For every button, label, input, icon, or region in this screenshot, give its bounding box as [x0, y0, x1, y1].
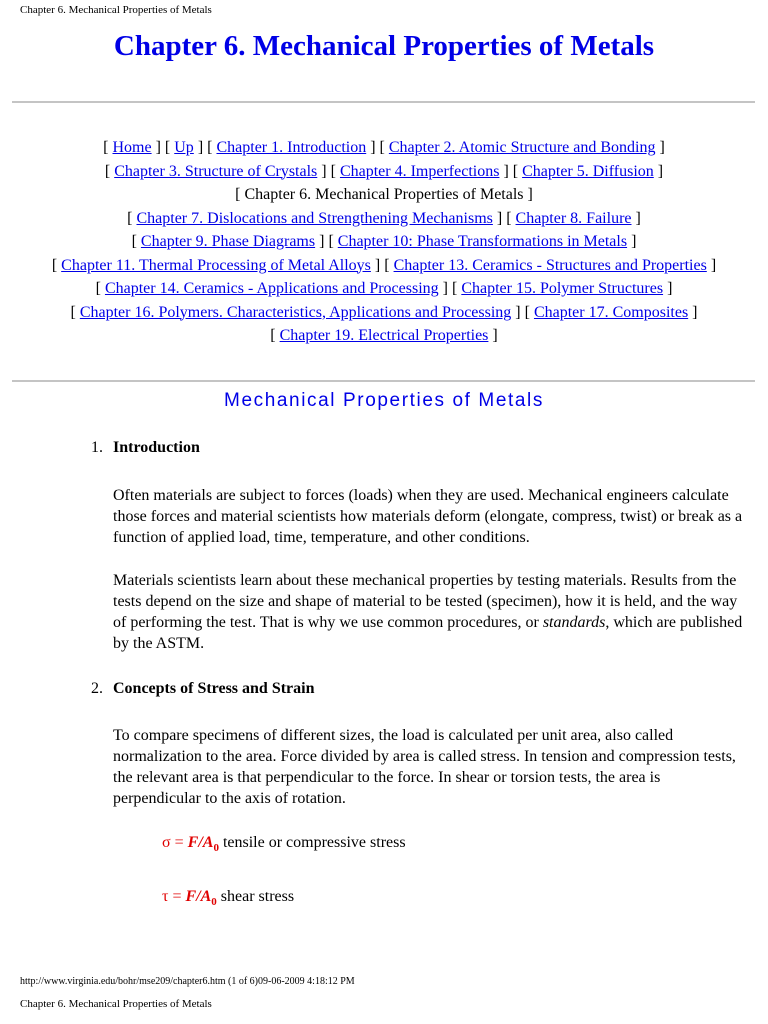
nav-link-chapter-15[interactable]: Chapter 15. Polymer Structures [461, 280, 664, 297]
formula-description: shear stress [216, 888, 295, 905]
top-divider [12, 101, 755, 103]
formula-expression [187, 834, 219, 855]
formula-subscript: 0 [213, 842, 219, 855]
nav-link-chapter-17[interactable]: Chapter 17. Composites [533, 303, 689, 321]
formula-fa: F/A [187, 834, 214, 851]
tau-symbol: τ [162, 888, 169, 905]
item-title: Concepts of Stress and Strain [113, 680, 315, 697]
nav-link-chapter-7[interactable]: Chapter 7. Dislocations and Strengthening Mechanisms [136, 209, 493, 227]
chapter-navigation: [ Home ] [ Up ] [ Chapter 1. Introduction ] [ Chapter 2. Atomic Structure and Bonding ] [ Chapter 3. Structure of Crystals ] [ Chapter 4. Imperfections ] [ Chapter 5. Diffusion ] [ Chapter 6. Mechanical Properties of Metals ] [ Chapter 7. Dislocations and Strengthening Mechanisms ] [ Chapter 8. Failure ] [ Chapter 9. Phase Diagrams ] [ Chapter 10: Phase Transformations in Metals ] [ Chapter 11. Thermal Processing of Metal Alloys ] [ Chapter 13. Ceramics - Structures and Properties ] [ Chapter 14. Ceramics - Applications and Processing ] [ Chapter 15. Polymer Structures ] [ Chapter 16. Polymers. Characteristics, Applications and Processing ] [ Chapter 17. Composites ] [ Chapter 19. Electrical Properties ] [51, 139, 717, 344]
print-header-title: Chapter 6. Mechanical Properties of Metals [20, 4, 212, 16]
intro-paragraph-2-text-b: , which are published by the ASTM. [113, 614, 743, 652]
page-title: Chapter 6. Mechanical Properties of Metals [113, 30, 655, 62]
intro-paragraph-1: Often materials are subject to forces (loads) when they are used. Mechanical engineers calculate those forces and material scientists how materials deform (elongate, compress, twist) or break as a function of applied load, time, temperature, and other conditions. [113, 487, 743, 546]
sigma-symbol: σ [162, 834, 171, 851]
equals-sign: = [168, 888, 186, 905]
intro-paragraph-2 [113, 570, 743, 654]
stress-paragraph-1: To compare specimens of different sizes, the load is calculated per unit area, also called normalization to the area. Force divided by area is called stress. In tension and compression tests, the relevant area is that perpendicular to the force. In shear or torsion tests, the area is perpendicular to the axis of rotation. [113, 727, 736, 807]
list-item-introduction [91, 439, 200, 457]
nav-link-chapter-10[interactable]: Chapter 10: Phase Transformations in Metals [337, 233, 628, 250]
formula-expression [185, 888, 217, 909]
nav-link-chapter-16[interactable]: Chapter 16. Polymers. Characteristics, Applications and Processing [79, 303, 512, 321]
item-title: Introduction [113, 439, 200, 456]
nav-link-chapter-5[interactable]: Chapter 5. Diffusion [522, 162, 654, 180]
nav-link-chapter-2[interactable]: Chapter 2. Atomic Structure and Bonding [388, 139, 656, 156]
section-heading: Mechanical Properties of Metals [224, 390, 544, 411]
nav-link-chapter-14[interactable]: Chapter 14. Ceramics - Applications and Processing [104, 280, 439, 297]
nav-link-up[interactable]: Up [174, 139, 194, 156]
section-divider [12, 380, 755, 382]
list-number: 1. [91, 439, 103, 456]
standards-emphasis: standards [542, 614, 606, 631]
nav-link-chapter-13[interactable]: Chapter 13. Ceramics - Structures and Properties [393, 256, 707, 274]
formula-shear-stress [162, 888, 294, 908]
nav-link-chapter-4[interactable]: Chapter 4. Imperfections [339, 162, 500, 180]
print-footer-url: http://www.virginia.edu/bohr/mse209/chapter6.htm (1 of 6)09-06-2009 4:18:12 PM [20, 976, 355, 987]
list-number: 2. [91, 680, 103, 697]
nav-link-chapter-3[interactable]: Chapter 3. Structure of Crystals [114, 162, 318, 180]
nav-link-chapter-9[interactable]: Chapter 9. Phase Diagrams [140, 233, 316, 250]
formula-description: tensile or compressive stress [218, 834, 406, 851]
nav-link-home[interactable]: Home [112, 139, 152, 156]
nav-current-chapter-6: Chapter 6. Mechanical Properties of Metals [244, 186, 524, 203]
intro-paragraph-2-text-a: Materials scientists learn about these mechanical properties by testing materials. Results from the tests depend on the size and shape of material to be tested (specimen), how it is held, and the way of performing the test. That is why we use common procedures, or [113, 572, 738, 631]
nav-link-chapter-1[interactable]: Chapter 1. Introduction [216, 139, 367, 156]
nav-link-chapter-11[interactable]: Chapter 11. Thermal Processing of Metal Alloys [61, 256, 371, 274]
formula-tensile-stress [162, 834, 406, 854]
nav-link-chapter-8[interactable]: Chapter 8. Failure [515, 209, 632, 227]
nav-link-chapter-19[interactable]: Chapter 19. Electrical Properties [279, 327, 489, 344]
list-item-stress-strain [91, 680, 315, 698]
print-footer-title: Chapter 6. Mechanical Properties of Metals [20, 998, 212, 1010]
formula-fa: F/A [185, 888, 212, 905]
equals-sign: = [170, 834, 188, 851]
formula-subscript: 0 [211, 896, 217, 909]
